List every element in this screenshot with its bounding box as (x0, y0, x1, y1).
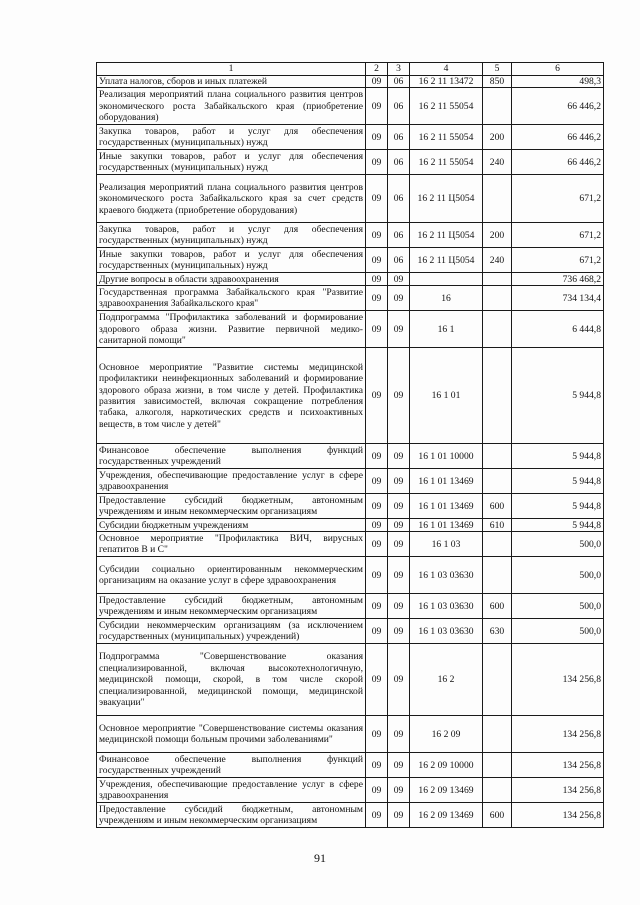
cell-target-article: 16 1 03 03630 (410, 557, 483, 594)
cell-section: 09 (366, 778, 388, 803)
cell-name: Другие вопросы в области здравоохранения (97, 273, 366, 286)
cell-expense-type (483, 273, 512, 286)
cell-name: Основное мероприятие "Совершенствование системы оказания медицинской помощи больным прочими заболеваниями" (97, 716, 366, 753)
cell-target-article: 16 2 11 55054 (410, 150, 483, 175)
table-row (97, 311, 604, 348)
cell-name: Учреждения, обеспечивающие предоставление услуг в сфере здравоохранения (97, 778, 366, 803)
cell-amount: 5 944,8 (512, 494, 604, 519)
cell-subsection: 09 (388, 778, 410, 803)
cell-expense-type: 610 (483, 519, 512, 532)
cell-section: 09 (366, 469, 388, 494)
table-row (97, 248, 604, 273)
cell-amount: 734 134,4 (512, 286, 604, 311)
cell-section: 09 (366, 88, 388, 125)
cell-expense-type (483, 175, 512, 223)
cell-name: Предоставление субсидий бюджетным, автономным учреждениям и иным некоммерческим организациям (97, 803, 366, 828)
cell-target-article: 16 1 (410, 311, 483, 348)
table-row (97, 223, 604, 248)
cell-name: Финансовое обеспечение выполнения функций государственных учреждений (97, 444, 366, 469)
cell-amount: 498,3 (512, 76, 604, 88)
cell-expense-type (483, 348, 512, 444)
cell-expense-type: 200 (483, 125, 512, 150)
cell-section: 09 (366, 348, 388, 444)
header-cell-subsection: 3 (388, 63, 410, 76)
cell-expense-type: 630 (483, 619, 512, 644)
cell-expense-type (483, 778, 512, 803)
cell-subsection: 06 (388, 150, 410, 175)
cell-name: Закупка товаров, работ и услуг для обеспечения государственных (муниципальных) нужд (97, 223, 366, 248)
table-header-row (97, 63, 604, 76)
cell-section: 09 (366, 125, 388, 150)
cell-name: Подпрограмма "Совершенствование оказания специализированной, включая высокотехнологичную, медицинской помощи, скорой, в том числе скорой специализированной, медицинской помощи, медицинской эвакуации" (97, 644, 366, 716)
cell-target-article: 16 2 09 (410, 716, 483, 753)
cell-subsection: 09 (388, 311, 410, 348)
cell-target-article: 16 1 01 10000 (410, 444, 483, 469)
cell-expense-type: 200 (483, 223, 512, 248)
cell-name: Основное мероприятие "Развитие системы медицинской профилактики неинфекционных заболеваний и формирование здорового образа жизни, в том числе у детей. Профилактика развития зависимостей, включая сокращение потребления табака, алкоголя, наркотических средств и психоактивных веществ, в том числе у детей" (97, 348, 366, 444)
cell-subsection: 06 (388, 175, 410, 223)
header-cell-target-article: 4 (410, 63, 483, 76)
table-row (97, 519, 604, 532)
cell-target-article: 16 2 11 Ц5054 (410, 175, 483, 223)
cell-name: Закупка товаров, работ и услуг для обеспечения государственных (муниципальных) нужд (97, 125, 366, 150)
cell-target-article: 16 2 09 13469 (410, 778, 483, 803)
cell-section: 09 (366, 594, 388, 619)
table-row (97, 594, 604, 619)
cell-expense-type (483, 716, 512, 753)
cell-section: 09 (366, 76, 388, 88)
cell-name: Государственная программа Забайкальского края "Развитие здравоохранения Забайкальского края" (97, 286, 366, 311)
cell-section: 09 (366, 644, 388, 716)
table-row (97, 150, 604, 175)
cell-target-article: 16 1 01 13469 (410, 519, 483, 532)
table-row (97, 778, 604, 803)
cell-section: 09 (366, 494, 388, 519)
table-row (97, 557, 604, 594)
cell-target-article: 16 1 01 13469 (410, 494, 483, 519)
cell-name: Реализация мероприятий плана социального развития центров экономического роста Забайкальского края за счет средств краевого бюджета (приобретение оборудования) (97, 175, 366, 223)
cell-section: 09 (366, 223, 388, 248)
cell-section: 09 (366, 753, 388, 778)
cell-expense-type: 850 (483, 76, 512, 88)
cell-section: 09 (366, 248, 388, 273)
cell-section: 09 (366, 311, 388, 348)
cell-expense-type (483, 753, 512, 778)
cell-amount: 66 446,2 (512, 150, 604, 175)
table-row (97, 175, 604, 223)
cell-expense-type (483, 469, 512, 494)
cell-amount: 671,2 (512, 248, 604, 273)
cell-subsection: 06 (388, 125, 410, 150)
cell-section: 09 (366, 532, 388, 557)
cell-subsection: 06 (388, 76, 410, 88)
cell-target-article: 16 1 03 03630 (410, 594, 483, 619)
table-row (97, 619, 604, 644)
cell-subsection: 06 (388, 223, 410, 248)
cell-subsection: 09 (388, 716, 410, 753)
cell-section: 09 (366, 273, 388, 286)
cell-amount: 134 256,8 (512, 803, 604, 828)
cell-expense-type (483, 286, 512, 311)
cell-section: 09 (366, 444, 388, 469)
cell-section: 09 (366, 286, 388, 311)
cell-subsection: 09 (388, 753, 410, 778)
table-row (97, 644, 604, 716)
cell-section: 09 (366, 803, 388, 828)
cell-subsection: 09 (388, 644, 410, 716)
cell-amount: 66 446,2 (512, 125, 604, 150)
cell-amount: 671,2 (512, 223, 604, 248)
cell-name: Уплата налогов, сборов и иных платежей (97, 76, 366, 88)
table-row (97, 803, 604, 828)
cell-target-article: 16 1 03 03630 (410, 619, 483, 644)
table-row (97, 76, 604, 88)
cell-target-article: 16 1 01 13469 (410, 469, 483, 494)
cell-subsection: 09 (388, 494, 410, 519)
cell-name: Предоставление субсидий бюджетным, автономным учреждениям и иным некоммерческим организациям (97, 594, 366, 619)
cell-section: 09 (366, 150, 388, 175)
cell-target-article: 16 (410, 286, 483, 311)
cell-name: Субсидии некоммерческим организациям (за исключением государственных (муниципальных) учреждений) (97, 619, 366, 644)
cell-name: Предоставление субсидий бюджетным, автономным учреждениям и иным некоммерческим организациям (97, 494, 366, 519)
cell-amount: 6 444,8 (512, 311, 604, 348)
cell-subsection: 09 (388, 532, 410, 557)
cell-target-article: 16 2 11 55054 (410, 125, 483, 150)
cell-target-article: 16 2 11 55054 (410, 88, 483, 125)
cell-subsection: 09 (388, 348, 410, 444)
table-row (97, 753, 604, 778)
cell-subsection: 09 (388, 619, 410, 644)
header-cell-expense-type: 5 (483, 63, 512, 76)
cell-expense-type: 600 (483, 803, 512, 828)
cell-target-article: 16 2 11 Ц5054 (410, 248, 483, 273)
cell-name: Учреждения, обеспечивающие предоставление услуг в сфере здравоохранения (97, 469, 366, 494)
cell-subsection: 09 (388, 594, 410, 619)
header-cell-section: 2 (366, 63, 388, 76)
cell-target-article: 16 2 11 13472 (410, 76, 483, 88)
cell-expense-type: 600 (483, 594, 512, 619)
cell-expense-type: 240 (483, 150, 512, 175)
cell-name: Подпрограмма "Профилактика заболеваний и формирование здорового образа жизни. Развитие первичной медико-санитарной помощи" (97, 311, 366, 348)
cell-name: Субсидии бюджетным учреждениям (97, 519, 366, 532)
table-row (97, 716, 604, 753)
header-cell-amount: 6 (512, 63, 604, 76)
cell-amount: 500,0 (512, 557, 604, 594)
cell-amount: 66 446,2 (512, 88, 604, 125)
page-number: 91 (314, 851, 326, 865)
cell-subsection: 09 (388, 273, 410, 286)
cell-name: Иные закупки товаров, работ и услуг для обеспечения государственных (муниципальных) нужд (97, 248, 366, 273)
cell-expense-type: 240 (483, 248, 512, 273)
cell-name: Основное мероприятие "Профилактика ВИЧ, вирусных гепатитов В и С" (97, 532, 366, 557)
cell-subsection: 09 (388, 803, 410, 828)
cell-target-article: 16 2 09 10000 (410, 753, 483, 778)
budget-table-body (97, 63, 604, 828)
cell-amount: 134 256,8 (512, 716, 604, 753)
cell-amount: 134 256,8 (512, 644, 604, 716)
table-row (97, 494, 604, 519)
table-row (97, 532, 604, 557)
table-row (97, 273, 604, 286)
cell-subsection: 09 (388, 469, 410, 494)
cell-subsection: 09 (388, 444, 410, 469)
cell-amount: 5 944,8 (512, 348, 604, 444)
table-row (97, 286, 604, 311)
cell-amount: 500,0 (512, 619, 604, 644)
cell-amount: 500,0 (512, 532, 604, 557)
cell-target-article: 16 1 01 (410, 348, 483, 444)
table-row (97, 469, 604, 494)
cell-expense-type: 600 (483, 494, 512, 519)
cell-amount: 5 944,8 (512, 444, 604, 469)
table-row (97, 125, 604, 150)
cell-section: 09 (366, 619, 388, 644)
table-row (97, 88, 604, 125)
cell-subsection: 09 (388, 557, 410, 594)
cell-subsection: 09 (388, 519, 410, 532)
cell-section: 09 (366, 557, 388, 594)
cell-section: 09 (366, 519, 388, 532)
table-row (97, 348, 604, 444)
cell-amount: 134 256,8 (512, 778, 604, 803)
cell-amount: 134 256,8 (512, 753, 604, 778)
cell-subsection: 06 (388, 248, 410, 273)
cell-expense-type (483, 557, 512, 594)
cell-expense-type (483, 88, 512, 125)
table-row (97, 444, 604, 469)
header-cell-name: 1 (97, 63, 366, 76)
cell-target-article: 16 2 (410, 644, 483, 716)
cell-target-article (410, 273, 483, 286)
cell-section: 09 (366, 175, 388, 223)
cell-subsection: 06 (388, 88, 410, 125)
cell-subsection: 09 (388, 286, 410, 311)
cell-name: Реализация мероприятий плана социального развития центров экономического роста Забайкальского края (приобретение оборудования) (97, 88, 366, 125)
cell-expense-type (483, 444, 512, 469)
cell-target-article: 16 2 09 13469 (410, 803, 483, 828)
cell-target-article: 16 2 11 Ц5054 (410, 223, 483, 248)
cell-target-article: 16 1 03 (410, 532, 483, 557)
cell-amount: 5 944,8 (512, 519, 604, 532)
cell-amount: 736 468,2 (512, 273, 604, 286)
cell-name: Иные закупки товаров, работ и услуг для обеспечения государственных (муниципальных) нужд (97, 150, 366, 175)
cell-name: Финансовое обеспечение выполнения функций государственных учреждений (97, 753, 366, 778)
cell-section: 09 (366, 716, 388, 753)
cell-amount: 500,0 (512, 594, 604, 619)
cell-expense-type (483, 644, 512, 716)
budget-table (96, 62, 604, 828)
cell-amount: 671,2 (512, 175, 604, 223)
cell-name: Субсидии социально ориентированным некоммерческим организациям на оказание услуг в сфере здравоохранения (97, 557, 366, 594)
cell-expense-type (483, 311, 512, 348)
cell-expense-type (483, 532, 512, 557)
cell-amount: 5 944,8 (512, 469, 604, 494)
